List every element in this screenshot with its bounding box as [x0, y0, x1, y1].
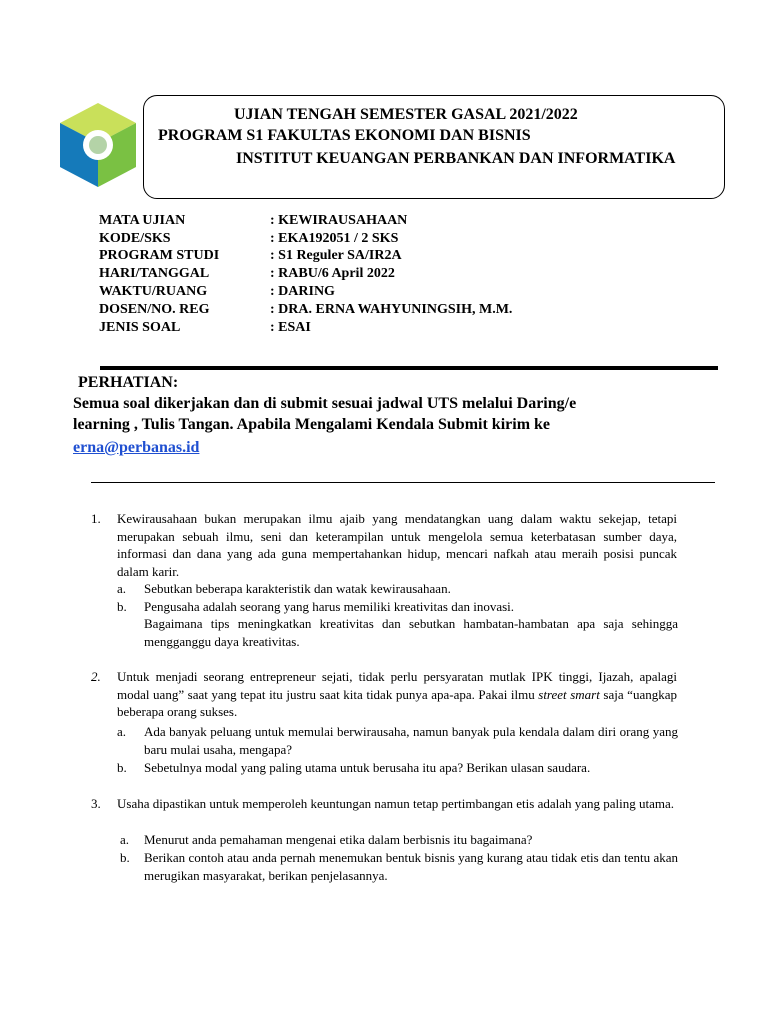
question-2-text: [117, 668, 677, 721]
question-number: 3.: [91, 796, 101, 811]
subquestion-marker: a.: [117, 724, 127, 739]
question-2-italic-term: street smart: [538, 686, 600, 702]
info-value: : DRA. ERNA WAHYUNINGSIH, M.M.: [270, 302, 513, 317]
subquestion-marker: a.: [117, 581, 127, 596]
info-value: : S1 Reguler SA/IR2A: [270, 248, 402, 263]
subquestion-marker: a.: [120, 832, 130, 847]
question-1b-text: Pengusaha adalah seorang yang harus memiliki kreativitas dan inovasi.: [144, 599, 515, 614]
question-number: 1.: [91, 511, 101, 526]
question-1-text: Kewirausahaan bukan merupakan ilmu ajaib yang mendatangkan uang dalam waktu sekejap, tetapi merupakan sebuah ilmu, seni dan keterampilan untuk mengelola semua keterbatasan sumber daya, informasi dan dana yang ada guna mempertahankan hidup, mencari nafkah atau meraih posisi puncak dalam karir.: [117, 511, 677, 579]
subquestion-marker: b.: [117, 599, 127, 614]
question-1a-text: Sebutkan beberapa karakteristik dan watak kewirausahaan.: [144, 581, 451, 596]
question-3-text: Usaha dipastikan untuk memperoleh keuntungan namun tetap pertimbangan etis adalah yang paling utama.: [117, 796, 675, 811]
info-value: : RABU/6 April 2022: [270, 266, 395, 281]
question-2a-text: Ada banyak peluang untuk memulai berwirausaha, namun banyak pula kendala dalam diri orang yang baru mulai usaha, mengapa?: [144, 724, 678, 757]
institution-title: INSTITUT KEUANGAN PERBANKAN DAN INFORMATIKA: [236, 150, 676, 167]
institution-logo: [50, 95, 146, 195]
subquestion-marker: b.: [120, 850, 130, 865]
question-3a-text: Menurut anda pemahaman mengenai etika dalam berbisnis itu bagaimana?: [144, 832, 533, 847]
info-value: : KEWIRAUSAHAAN: [270, 213, 408, 228]
notice-line-2: learning , Tulis Tangan. Apabila Mengalami Kendala Submit kirim ke: [73, 416, 551, 433]
info-value: : EKA192051 / 2 SKS: [270, 231, 399, 246]
notice-title: PERHATIAN:: [78, 374, 179, 391]
exam-title: UJIAN TENGAH SEMESTER GASAL 2021/2022: [234, 106, 578, 123]
info-label: JENIS SOAL: [99, 320, 181, 335]
program-title: PROGRAM S1 FAKULTAS EKONOMI DAN BISNIS: [158, 127, 531, 144]
cube-logo-icon: [50, 95, 146, 195]
question-3b-text: Berikan contoh atau anda pernah menemukan bentuk bisnis yang kurang atau tidak etis dan tentu akan merugikan masyarakat, berikan penjelasannya.: [144, 850, 678, 883]
info-label: PROGRAM STUDI: [99, 248, 220, 263]
notice-line-1: Semua soal dikerjakan dan di submit sesuai jadwal UTS melalui Daring/e: [73, 395, 577, 412]
info-value: : ESAI: [270, 320, 311, 335]
info-label: DOSEN/NO. REG: [99, 302, 210, 317]
question-2-text-part: saja “uangkap beberapa orang sukses.: [117, 686, 677, 719]
info-label: WAKTU/RUANG: [99, 284, 208, 299]
question-1b-extra: Bagaimana tips meningkatkan kreativitas dan sebutkan hambatan-hambatan apa saja sehingga mengganggu daya kreativitas.: [144, 616, 678, 649]
info-label: HARI/TANGGAL: [99, 266, 210, 281]
section-divider-thick: [100, 366, 718, 370]
info-value: : DARING: [270, 284, 335, 299]
contact-email-link[interactable]: erna@perbanas.id: [73, 439, 200, 456]
subquestion-marker: b.: [117, 760, 127, 775]
question-2-text-part: Untuk menjadi seorang entrepreneur sejati, tidak perlu persyaratan mutlak IPK tinggi, Ijazah, apalagi modal uang” saat yang tepat itu justru saat kita tidak punya apa-apa. Pakai ilmu: [117, 669, 677, 702]
info-label: KODE/SKS: [99, 231, 171, 246]
question-2b-text: Sebetulnya modal yang paling utama untuk berusaha itu apa? Berikan ulasan saudara.: [144, 760, 591, 775]
question-number: 2.: [91, 669, 101, 684]
info-label: MATA UJIAN: [99, 213, 186, 228]
section-divider-thin: [91, 482, 715, 483]
